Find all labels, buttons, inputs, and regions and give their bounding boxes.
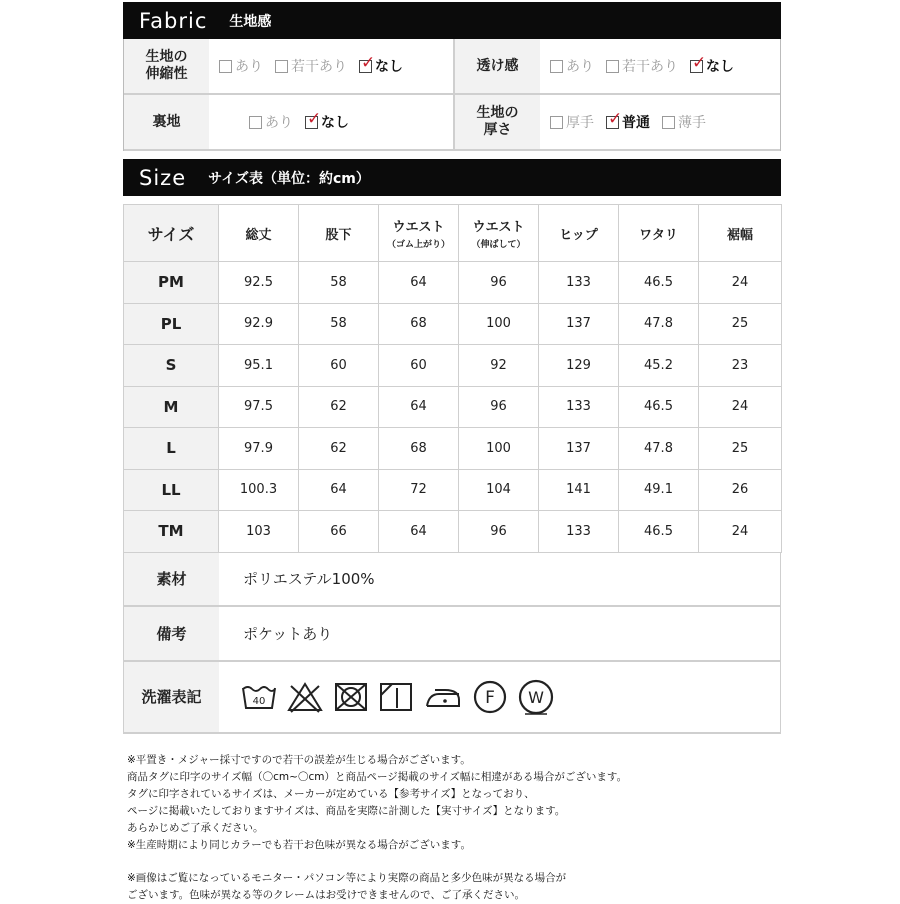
table-cell: 58 [299, 303, 379, 345]
size-title-en: Size [139, 165, 187, 190]
table-cell: 141 [539, 469, 619, 511]
table-cell: 133 [539, 511, 619, 553]
material-label: 素材 [124, 553, 219, 605]
table-cell: 47.8 [619, 303, 699, 345]
size-label: M [124, 386, 219, 428]
table-cell: 68 [379, 303, 459, 345]
table-cell: 24 [699, 262, 782, 304]
table-row [124, 428, 782, 470]
sheer-label: 透け感 [455, 39, 540, 93]
checked-checkbox-icon [690, 52, 707, 73]
thickness-option-label: 薄手 [678, 115, 706, 131]
sheer-option [690, 52, 734, 76]
remarks-row [124, 607, 780, 662]
care-icons [219, 662, 555, 732]
table-cell: 47.8 [619, 428, 699, 470]
stretch-option-label: なし [375, 59, 403, 75]
table-cell: 62 [299, 428, 379, 470]
wetclean-w-text: W [528, 687, 544, 707]
size-label: LL [124, 469, 219, 511]
note-line: ※生産時期により同じカラーでも若干お色味が異なる場合がございます。 [127, 839, 471, 851]
no-bleach-icon [286, 681, 324, 713]
column-header: サイズ [124, 205, 219, 262]
table-cell: 49.1 [619, 469, 699, 511]
thickness-option [662, 112, 706, 132]
size-title-jp: サイズ表（単位：約cm） [208, 170, 370, 187]
table-cell: 104 [459, 469, 539, 511]
care-label: 洗濯表記 [124, 662, 219, 732]
lining-label: 裏地 [124, 95, 209, 149]
table-cell: 24 [699, 386, 782, 428]
checkbox-icon [219, 60, 232, 73]
size-label: L [124, 428, 219, 470]
info-table [123, 553, 781, 734]
remarks-label: 備考 [124, 607, 219, 660]
dryclean-f-icon [472, 679, 508, 715]
sheer-option-label: あり [566, 59, 594, 75]
fabric-title-en: Fabric [139, 8, 208, 33]
note-line: ございます。色味が異なる等のクレームはお受けできませんので、ご了承ください。 [127, 889, 525, 901]
table-row [124, 345, 782, 387]
table-cell: 92 [459, 345, 539, 387]
size-label: PM [124, 262, 219, 304]
table-cell: 100 [459, 303, 539, 345]
column-header: 股下 [299, 205, 379, 262]
note-line: ※平置き・メジャー採寸ですので若干の誤差が生じる場合がございます。 [127, 754, 471, 766]
material-row [124, 553, 780, 607]
table-cell: 96 [459, 511, 539, 553]
table-cell: 97.9 [219, 428, 299, 470]
table-cell: 72 [379, 469, 459, 511]
column-header: ヒップ [539, 205, 619, 262]
size-table [123, 204, 782, 553]
size-header [123, 159, 781, 196]
stretch-option-label: あり [235, 59, 263, 75]
size-label: PL [124, 303, 219, 345]
table-cell: 96 [459, 262, 539, 304]
fabric-table [123, 39, 781, 151]
fabric-header [123, 2, 781, 39]
size-label: S [124, 345, 219, 387]
table-cell: 64 [379, 386, 459, 428]
iron-low-icon [423, 682, 463, 712]
checkbox-icon [249, 116, 262, 129]
thickness-options [540, 95, 718, 149]
table-cell: 100 [459, 428, 539, 470]
table-cell: 45.2 [619, 345, 699, 387]
checkmark-icon: ✓ [608, 108, 623, 129]
table-row [124, 303, 782, 345]
dryclean-f-text: F [485, 687, 495, 708]
table-cell: 100.3 [219, 469, 299, 511]
fabric-row-1 [124, 39, 780, 95]
thickness-option [550, 112, 594, 132]
wash-temp-text: 40 [252, 695, 266, 707]
sheer-option [606, 56, 678, 76]
note-line: あらかじめご了承ください。 [127, 822, 264, 834]
stretch-option [359, 52, 403, 76]
table-row [124, 469, 782, 511]
notes [127, 752, 767, 904]
table-cell: 137 [539, 428, 619, 470]
table-cell: 95.1 [219, 345, 299, 387]
checkbox-icon [550, 116, 563, 129]
table-cell: 133 [539, 262, 619, 304]
lining-option-label: あり [265, 115, 293, 131]
table-cell: 64 [299, 469, 379, 511]
lining-options [209, 95, 361, 149]
table-cell: 64 [379, 511, 459, 553]
table-cell: 60 [299, 345, 379, 387]
table-cell: 68 [379, 428, 459, 470]
checkmark-icon: ✓ [361, 52, 376, 73]
checkbox-icon [550, 60, 563, 73]
column-header: 総丈 [219, 205, 299, 262]
table-row [124, 262, 782, 304]
sheer-option-label: 若干あり [622, 59, 678, 75]
table-cell: 24 [699, 511, 782, 553]
table-cell: 46.5 [619, 386, 699, 428]
note-line: 商品タグに印字のサイズ幅（〇cm~〇cm）と商品ページ掲載のサイズ幅に相違がある場合がございます。 [127, 771, 628, 783]
checkmark-icon: ✓ [692, 52, 707, 73]
table-row [124, 386, 782, 428]
stretch-label: 生地の 伸縮性 [124, 39, 209, 93]
sheer-options [540, 39, 746, 93]
table-cell: 25 [699, 428, 782, 470]
wetclean-w-icon [517, 678, 555, 716]
checked-checkbox-icon [305, 108, 322, 129]
table-cell: 133 [539, 386, 619, 428]
checkbox-icon [606, 60, 619, 73]
table-cell: 137 [539, 303, 619, 345]
stretch-option-label: 若干あり [291, 59, 347, 75]
table-cell: 62 [299, 386, 379, 428]
checkmark-icon: ✓ [307, 108, 322, 129]
table-cell: 26 [699, 469, 782, 511]
column-header: ウエスト （伸ばして） [459, 205, 539, 262]
table-cell: 129 [539, 345, 619, 387]
checkbox-icon [275, 60, 288, 73]
table-cell: 97.5 [219, 386, 299, 428]
table-row [124, 511, 782, 553]
note-line: ページに掲載いたしておりますサイズは、商品を実際に計測した【実寸サイズ】となります。 [127, 805, 566, 817]
table-cell: 23 [699, 345, 782, 387]
table-cell: 103 [219, 511, 299, 553]
no-tumble-dry-icon [333, 681, 369, 713]
column-header: 裾幅 [699, 205, 782, 262]
stretch-options [209, 39, 415, 93]
table-cell: 60 [379, 345, 459, 387]
table-cell: 92.9 [219, 303, 299, 345]
line-dry-shade-icon [378, 681, 414, 713]
care-row [124, 662, 780, 734]
stretch-option [275, 56, 347, 76]
sheer-option-label: なし [706, 59, 734, 75]
table-cell: 66 [299, 511, 379, 553]
fabric-row-2 [124, 95, 780, 151]
material-value: ポリエステル100% [243, 570, 375, 588]
table-cell: 64 [379, 262, 459, 304]
note-line: ※画像はご覧になっているモニター・パソコン等により実際の商品と多少色味が異なる場合が [127, 872, 567, 884]
thickness-option-label: 厚手 [566, 115, 594, 131]
column-header: ウエスト （ゴム上がり） [379, 205, 459, 262]
table-cell: 92.5 [219, 262, 299, 304]
stretch-option [219, 56, 263, 76]
size-label: TM [124, 511, 219, 553]
lining-option [249, 112, 293, 132]
note-line: タグに印字されているサイズは、メーカーが定めている【参考サイズ】となっており、 [127, 788, 535, 800]
table-cell: 96 [459, 386, 539, 428]
table-cell: 46.5 [619, 511, 699, 553]
checkbox-icon [662, 116, 675, 129]
size-table-header-row [124, 205, 782, 262]
lining-option [305, 108, 349, 132]
sheer-option [550, 56, 594, 76]
remarks-value: ポケットあり [243, 624, 333, 643]
column-header: ワタリ [619, 205, 699, 262]
thickness-option-label: 普通 [622, 115, 650, 131]
thickness-label: 生地の 厚さ [455, 95, 540, 149]
table-cell: 58 [299, 262, 379, 304]
table-cell: 46.5 [619, 262, 699, 304]
wash-40-icon [241, 682, 277, 712]
table-cell: 25 [699, 303, 782, 345]
thickness-option [606, 108, 650, 132]
fabric-title-jp: 生地感 [229, 13, 272, 30]
lining-option-label: なし [321, 115, 349, 131]
checked-checkbox-icon [606, 108, 623, 129]
checked-checkbox-icon [359, 52, 376, 73]
